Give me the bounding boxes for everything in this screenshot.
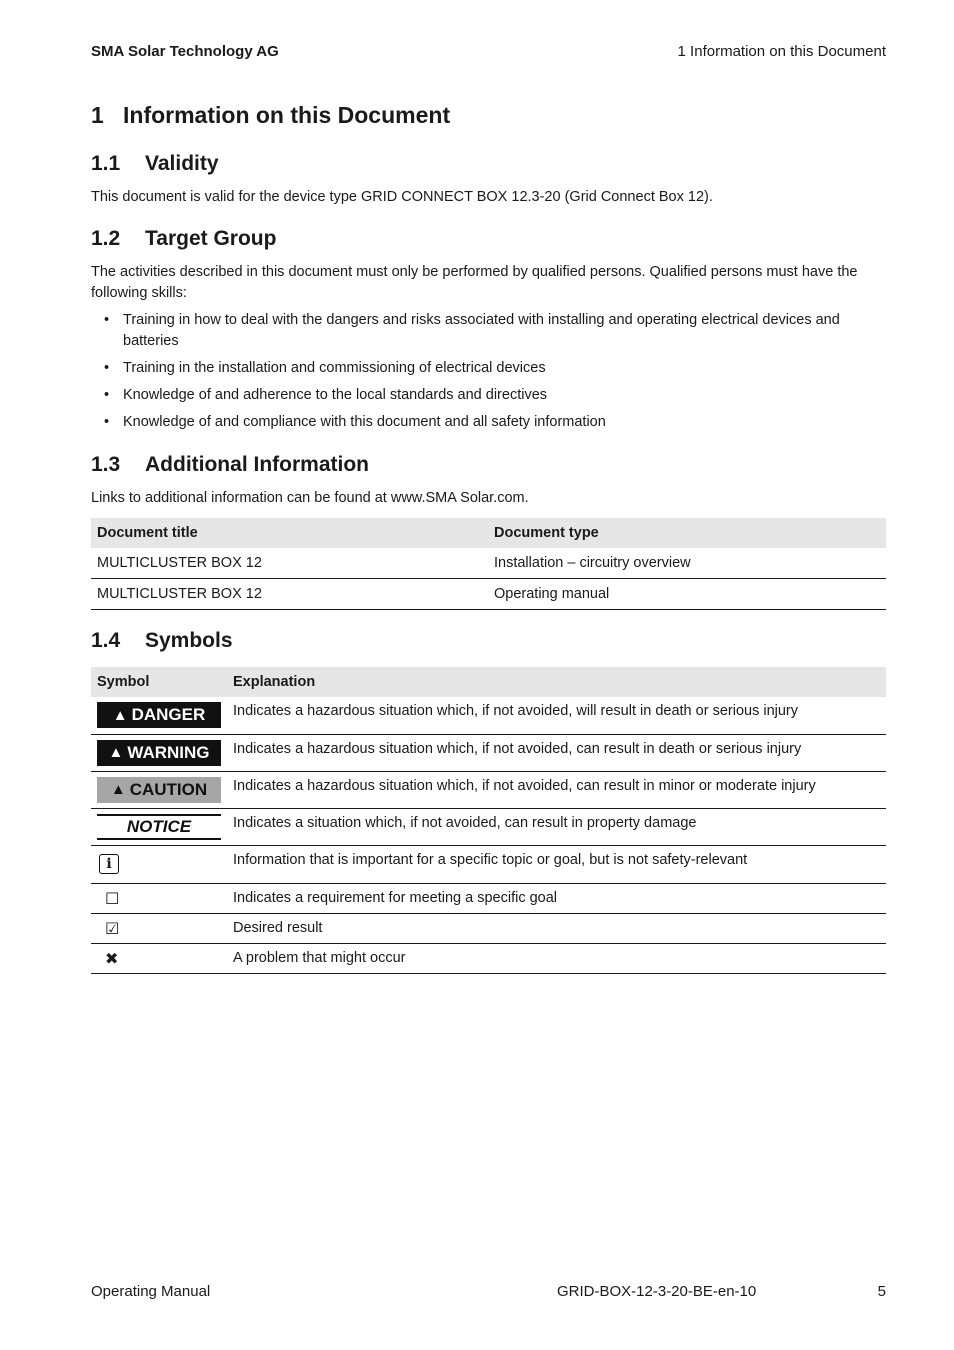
- table-row: [91, 548, 886, 579]
- warning-signal-word: ▲ WARNING: [97, 740, 221, 766]
- documents-table: [91, 518, 886, 610]
- section-title: Additional Information: [145, 453, 369, 476]
- table-row: [91, 697, 886, 734]
- page-header: [91, 43, 886, 65]
- column-header: Symbol: [91, 667, 227, 697]
- table-row: [91, 808, 886, 845]
- section-heading-target-group: [91, 227, 276, 251]
- validity-text: This document is valid for the device type GRID CONNECT BOX 12.3-20 (Grid Connect Box 12).: [91, 189, 713, 205]
- column-header: Explanation: [227, 667, 886, 697]
- list-item: • Training in how to deal with the dangers and risks associated with installing and operating electrical devices and batteries: [104, 312, 840, 349]
- table-cell: Indicates a situation which, if not avoided, can result in property damage: [227, 808, 886, 845]
- chapter-title: 1 Information on this Document: [677, 43, 886, 60]
- bullet-icon: •: [104, 312, 110, 328]
- section-heading-additional-information: [91, 453, 369, 477]
- chapter-heading-text: Information on this Document: [123, 102, 451, 128]
- footer-document-type: Operating Manual: [91, 1283, 211, 1300]
- table-cell: Indicates a hazardous situation which, if not avoided, can result in death or serious injury: [227, 734, 886, 771]
- section-heading-validity: [91, 152, 219, 176]
- bullet-icon: •: [104, 414, 110, 430]
- chapter-heading: [91, 102, 450, 129]
- column-header: Document type: [488, 518, 886, 548]
- table-row: [91, 913, 886, 943]
- danger-signal-word: ▲ DANGER: [97, 702, 221, 728]
- table-cell: A problem that might occur: [227, 943, 886, 973]
- list-item: • Knowledge of and compliance with this document and all safety information: [91, 412, 886, 433]
- table-header-row: [91, 667, 886, 697]
- table-cell: Operating manual: [488, 579, 886, 610]
- section-title: Target Group: [145, 227, 277, 250]
- skills-list: [91, 310, 886, 439]
- footer-document-code: GRID-BOX-12-3-20-BE-en-10: [557, 1283, 757, 1300]
- table-cell: Desired result: [227, 913, 886, 943]
- section-number: 1.2: [91, 227, 121, 250]
- bullet-icon: •: [104, 360, 110, 376]
- symbols-table: [91, 667, 886, 974]
- list-item: • Training in the installation and commissioning of electrical devices: [91, 358, 886, 379]
- notice-signal-word: NOTICE: [97, 814, 221, 840]
- table-cell: Indicates a requirement for meeting a specific goal: [227, 883, 886, 913]
- table-cell: Information that is important for a specific topic or goal, but is not safety-relevant: [227, 845, 886, 883]
- table-cell: Indicates a hazardous situation which, if not avoided, will result in death or serious injury: [227, 697, 886, 734]
- table-row: [91, 883, 886, 913]
- table-row: [91, 734, 886, 771]
- chapter-number: 1: [91, 102, 104, 128]
- table-row: [91, 579, 886, 610]
- table-cell: MULTICLUSTER BOX 12: [91, 579, 488, 610]
- table-header-row: [91, 518, 886, 548]
- table-row: [91, 771, 886, 808]
- checked-checkbox-icon: ☑: [105, 918, 120, 938]
- section-number: 1.4: [91, 629, 121, 652]
- section-title: Validity: [145, 152, 219, 175]
- warning-triangle-icon: ▲: [108, 744, 124, 761]
- table-row: [91, 943, 886, 973]
- info-icon: i: [99, 854, 119, 874]
- table-row: [91, 845, 886, 883]
- section-title: Symbols: [145, 629, 233, 652]
- additional-info-text: Links to additional information can be found at www.SMA Solar.com.: [91, 490, 529, 506]
- section-number: 1.1: [91, 152, 121, 175]
- table-cell: Indicates a hazardous situation which, if not avoided, can result in minor or moderate injury: [227, 771, 886, 808]
- cross-icon: ✖: [105, 948, 119, 968]
- caution-signal-word: ▲ CAUTION: [97, 777, 221, 803]
- table-cell: Installation – circuitry overview: [488, 548, 886, 579]
- bullet-icon: •: [104, 387, 110, 403]
- page-number: 5: [877, 1283, 886, 1300]
- target-group-text: The activities described in this document must only be performed by qualified persons. Qualified persons must have the following skills:: [91, 264, 858, 301]
- section-number: 1.3: [91, 453, 121, 476]
- section-heading-symbols: [91, 629, 233, 653]
- warning-triangle-icon: ▲: [112, 706, 128, 724]
- warning-triangle-icon: ▲: [110, 781, 126, 798]
- table-cell: MULTICLUSTER BOX 12: [91, 548, 488, 579]
- company-name: SMA Solar Technology AG: [91, 43, 279, 60]
- document-page: [91, 0, 886, 1350]
- column-header: Document title: [91, 518, 488, 548]
- list-item: • Knowledge of and adherence to the local standards and directives: [91, 385, 886, 406]
- empty-checkbox-icon: ☐: [105, 888, 120, 908]
